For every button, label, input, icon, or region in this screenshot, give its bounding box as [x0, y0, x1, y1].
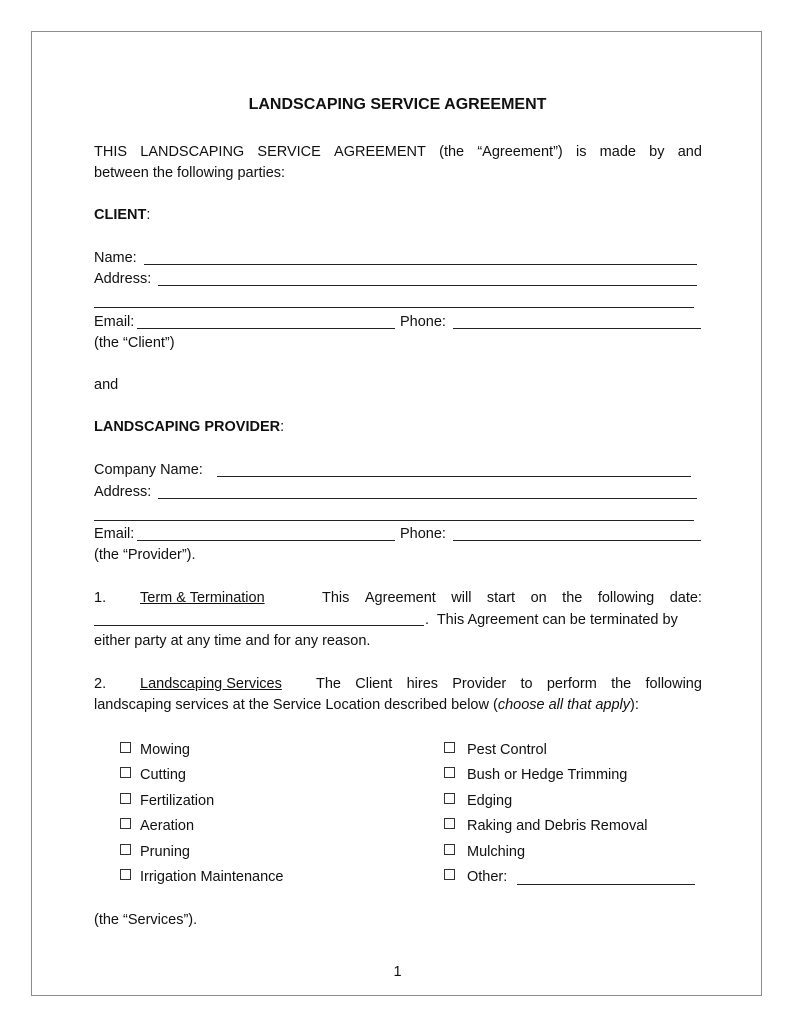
- section-1-line-1-word: following: [597, 590, 655, 606]
- client-name-label: Name:: [94, 250, 137, 266]
- service-checkbox[interactable]: [120, 767, 131, 778]
- section-1-line-1-word: date:: [669, 590, 702, 606]
- service-checkbox[interactable]: [120, 844, 131, 855]
- service-checkbox[interactable]: [444, 844, 455, 855]
- intro-line-1-word: AGREEMENT: [334, 144, 426, 160]
- service-label: Cutting: [140, 767, 186, 783]
- service-label: Other:: [467, 869, 508, 885]
- document-page: [31, 31, 762, 996]
- section-1-line-1-word: the: [562, 590, 583, 606]
- intro-line-1-word: (the: [439, 144, 465, 160]
- intro-line-1-word: made: [599, 144, 636, 160]
- intro-line-1-word: LANDSCAPING: [140, 144, 245, 160]
- client-address-label: Address:: [94, 271, 152, 287]
- section-1-heading: Term & Termination: [140, 590, 265, 606]
- intro-line-1-word: is: [575, 144, 587, 160]
- provider-heading-text: LANDSCAPING PROVIDER: [94, 419, 281, 435]
- section-2-line-2-italic: choose all that apply: [497, 697, 631, 713]
- client-email-field[interactable]: [137, 328, 395, 329]
- service-label: Pruning: [140, 844, 190, 860]
- section-2-line-2: [94, 696, 639, 714]
- and-text: and: [94, 377, 119, 393]
- intro-line-1-word: THIS: [94, 144, 128, 160]
- provider-defined-as: (the “Provider”).: [94, 547, 196, 563]
- provider-company-field[interactable]: [217, 476, 691, 477]
- provider-company-label: Company Name:: [94, 462, 203, 478]
- section-2-line-2-start: landscaping services at the Service Location described below (: [94, 697, 498, 713]
- section-2-line-1-word: Client: [355, 676, 393, 692]
- provider-phone-label: Phone:: [400, 526, 446, 542]
- service-checkbox[interactable]: [120, 818, 131, 829]
- section-2-line-1-word: perform: [546, 676, 597, 692]
- client-address-field[interactable]: [158, 285, 697, 286]
- section-2-line-1: [316, 675, 702, 693]
- client-defined-as: (the “Client”): [94, 335, 175, 351]
- provider-email-field[interactable]: [137, 540, 395, 541]
- section-1-line-3: either party at any time and for any reason.: [94, 633, 371, 649]
- intro-line-1-word: by: [649, 144, 665, 160]
- service-checkbox[interactable]: [120, 793, 131, 804]
- service-label: Pest Control: [467, 742, 547, 758]
- intro-line-1-word: SERVICE: [257, 144, 321, 160]
- client-heading: [94, 206, 150, 224]
- intro-line-2: between the following parties:: [94, 165, 286, 181]
- service-label: Irrigation Maintenance: [140, 869, 284, 885]
- provider-email-label: Email:: [94, 526, 135, 542]
- service-label: Raking and Debris Removal: [467, 818, 648, 834]
- page-number: 1: [393, 964, 402, 980]
- service-checkbox[interactable]: [444, 793, 455, 804]
- section-1-line-1-word: will: [451, 590, 472, 606]
- provider-heading-colon: :: [280, 419, 285, 435]
- section-1-number: 1.: [94, 590, 107, 606]
- service-label: Mulching: [467, 844, 526, 860]
- client-phone-label: Phone:: [400, 314, 446, 330]
- section-1-line-1-word: Agreement: [364, 590, 436, 606]
- service-checkbox[interactable]: [444, 818, 455, 829]
- service-label: Edging: [467, 793, 513, 809]
- intro-line-1: [94, 143, 702, 161]
- intro-line-1-word: “Agreement”): [477, 144, 563, 160]
- service-checkbox[interactable]: [120, 742, 131, 753]
- section-2-line-2-end: ):: [630, 697, 639, 713]
- section-1-line-1: [322, 589, 702, 607]
- service-label: Bush or Hedge Trimming: [467, 767, 628, 783]
- section-2-line-1-word: The: [316, 676, 341, 692]
- section-2-number: 2.: [94, 676, 107, 692]
- section-2-line-1-word: Provider: [452, 676, 507, 692]
- document-title: LANDSCAPING SERVICE AGREEMENT: [248, 96, 547, 113]
- client-address-field-line-2[interactable]: [94, 307, 694, 308]
- provider-phone-field[interactable]: [453, 540, 701, 541]
- section-2-line-1-word: to: [520, 676, 533, 692]
- section-1-line-1-word: start: [486, 590, 516, 606]
- service-checkbox[interactable]: [444, 869, 455, 880]
- section-1-line-2: . This Agreement can be terminated by: [425, 612, 678, 628]
- other-service-field[interactable]: [517, 884, 695, 885]
- client-email-label: Email:: [94, 314, 135, 330]
- intro-line-1-word: and: [677, 144, 702, 160]
- section-1-line-1-word: on: [530, 590, 547, 606]
- service-label: Aeration: [140, 818, 195, 834]
- service-checkbox[interactable]: [444, 767, 455, 778]
- provider-address-field[interactable]: [158, 498, 697, 499]
- service-checkbox[interactable]: [120, 869, 131, 880]
- section-1-line-1-word: This: [322, 590, 350, 606]
- section-2-line-1-word: the: [611, 676, 632, 692]
- term-start-date-field[interactable]: [94, 625, 424, 626]
- provider-heading: [94, 418, 284, 436]
- provider-address-field-line-2[interactable]: [94, 520, 694, 521]
- client-heading-text: CLIENT: [94, 207, 147, 223]
- client-phone-field[interactable]: [453, 328, 701, 329]
- provider-address-label: Address:: [94, 484, 152, 500]
- client-name-field[interactable]: [144, 264, 697, 265]
- section-2-line-1-word: following: [645, 676, 702, 692]
- client-heading-colon: :: [146, 207, 151, 223]
- service-label: Fertilization: [140, 793, 215, 809]
- service-label: Mowing: [140, 742, 190, 758]
- services-defined-as: (the “Services”).: [94, 912, 198, 928]
- service-checkbox[interactable]: [444, 742, 455, 753]
- section-2-heading: Landscaping Services: [140, 676, 282, 692]
- section-2-line-1-word: hires: [406, 676, 439, 692]
